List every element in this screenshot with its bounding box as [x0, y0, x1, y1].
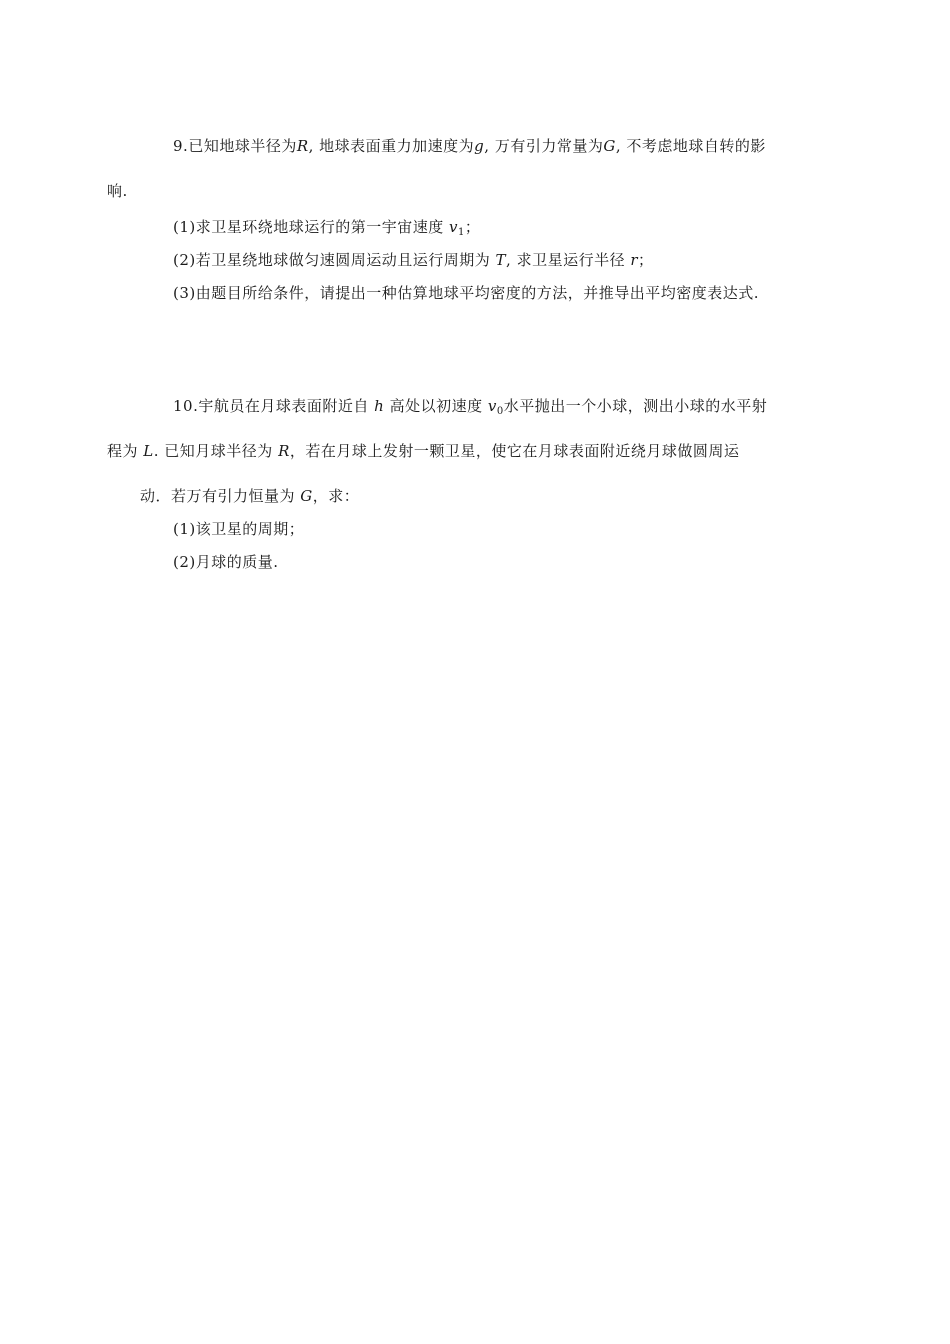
problem-9-subquestions: [140, 211, 820, 310]
problem-9-subquestion-3: (3)由题目所给条件，请提出一种估算地球平均密度的方法，并推导出平均密度表达式.: [173, 284, 760, 302]
problem-10-subquestion-2: (2)月球的质量.: [173, 553, 279, 571]
problem-10-subquestion-1: (1)该卫星的周期；: [173, 520, 305, 538]
problem-9: [107, 124, 820, 310]
problem-10-stem: 10.宇航员在月球表面附近自 h 高处以初速度 $v_0$水平抛出一个小球，测出小球的水平射 程为 L. 已知月球半径为 R，若在月球上发射一颗卫星，使它在月球表面附近绕月球做圆周运 动．若万有引力恒量为 G，求：: [107, 397, 768, 505]
problem-10-number: 10.: [173, 397, 199, 415]
problem-10-subquestions: [140, 513, 820, 579]
problem-10: [107, 384, 820, 579]
problem-9-number: 9.: [173, 137, 189, 155]
problem-9-stem: 9.已知地球半径为R, 地球表面重力加速度为g, 万有引力常量为G, 不考虑地球自转的影 响.: [107, 137, 766, 200]
problem-9-subquestion-2: (2)若卫星绕地球做匀速圆周运动且运行周期为 T, 求卫星运行半径 r；: [173, 251, 654, 269]
problem-9-subquestion-1: (1)求卫星环绕地球运行的第一宇宙速度 $v_1$；: [173, 218, 481, 238]
